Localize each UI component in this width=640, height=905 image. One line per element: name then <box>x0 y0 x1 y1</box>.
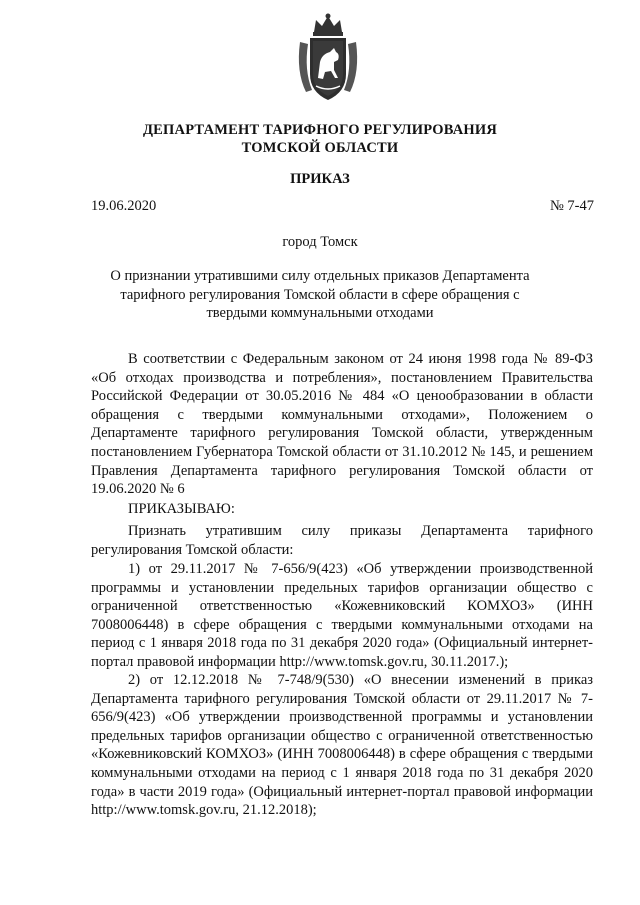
coat-of-arms-icon <box>296 12 360 106</box>
preamble-paragraph: В соответствии с Федеральным законом от 24 июня 1998 года № 89-ФЗ «Об отходах производства и потребления», постановлением Правительства Российской Федерации от 30.05.2016 № 484 «О ценообразовании в области обращения с твердыми коммунальными отходами», Положением о Департаменте тарифного регулирования Томской области, утвержденным постановлением Губернатора Томской области от 31.10.2012 № 145, и решением Правления Департамента тарифного регулирования Томской области от 19.06.2020 № 6 <box>91 351 593 498</box>
order-word: ПРИКАЗЫВАЮ: <box>128 501 235 517</box>
recognize-paragraph: Признать утратившим силу приказы Департамента тарифного регулирования Томской области: <box>91 523 593 558</box>
document-subject: О признании утратившими силу отдельных приказов Департамента тарифного регулирования Томской области в сфере обращения с твердыми коммунальными отходами <box>110 268 530 321</box>
document-number: № 7-47 <box>549 198 594 214</box>
list-item: 2) от 12.12.2018 № 7-748/9(530) «О внесении изменений в приказ Департамента тарифного регулирования Томской области от 29.11.2017 № 7-656/9(423) «Об утверждении производственной программы и установлении предельных тарифов организации общество с ограниченной ответственностью «Кожевниковский КОМХОЗ» (ИНН 7008006448) в сфере обращения с твердыми коммунальными отходами на период с 1 января 2018 года по 31 декабря 2020 года» в части 2019 года» (Официальный интернет-портал правовой информации http://www.tomsk.gov.ru, 21.12.2018); <box>91 672 593 819</box>
document-type: ПРИКАЗ <box>290 171 350 187</box>
document-date: 19.06.2020 <box>91 198 157 214</box>
list-item: 1) от 29.11.2017 № 7-656/9(423) «Об утверждении производственной программы и установлении предельных тарифов организации общество с ограниченной ответственностью «Кожевниковский КОМХОЗ» (ИНН 7008006448) в сфере обращения с твердыми коммунальными отходами на период с 1 января 2018 года по 31 декабря 2020 года» (Официальный интернет-портал правовой информации http://www.tomsk.gov.ru, 30.11.2017.); <box>91 561 593 670</box>
organization-title-line1: ДЕПАРТАМЕНТ ТАРИФНОГО РЕГУЛИРОВАНИЯ <box>143 122 497 138</box>
document-city: город Томск <box>282 234 358 250</box>
organization-title-line2: ТОМСКОЙ ОБЛАСТИ <box>241 140 399 156</box>
